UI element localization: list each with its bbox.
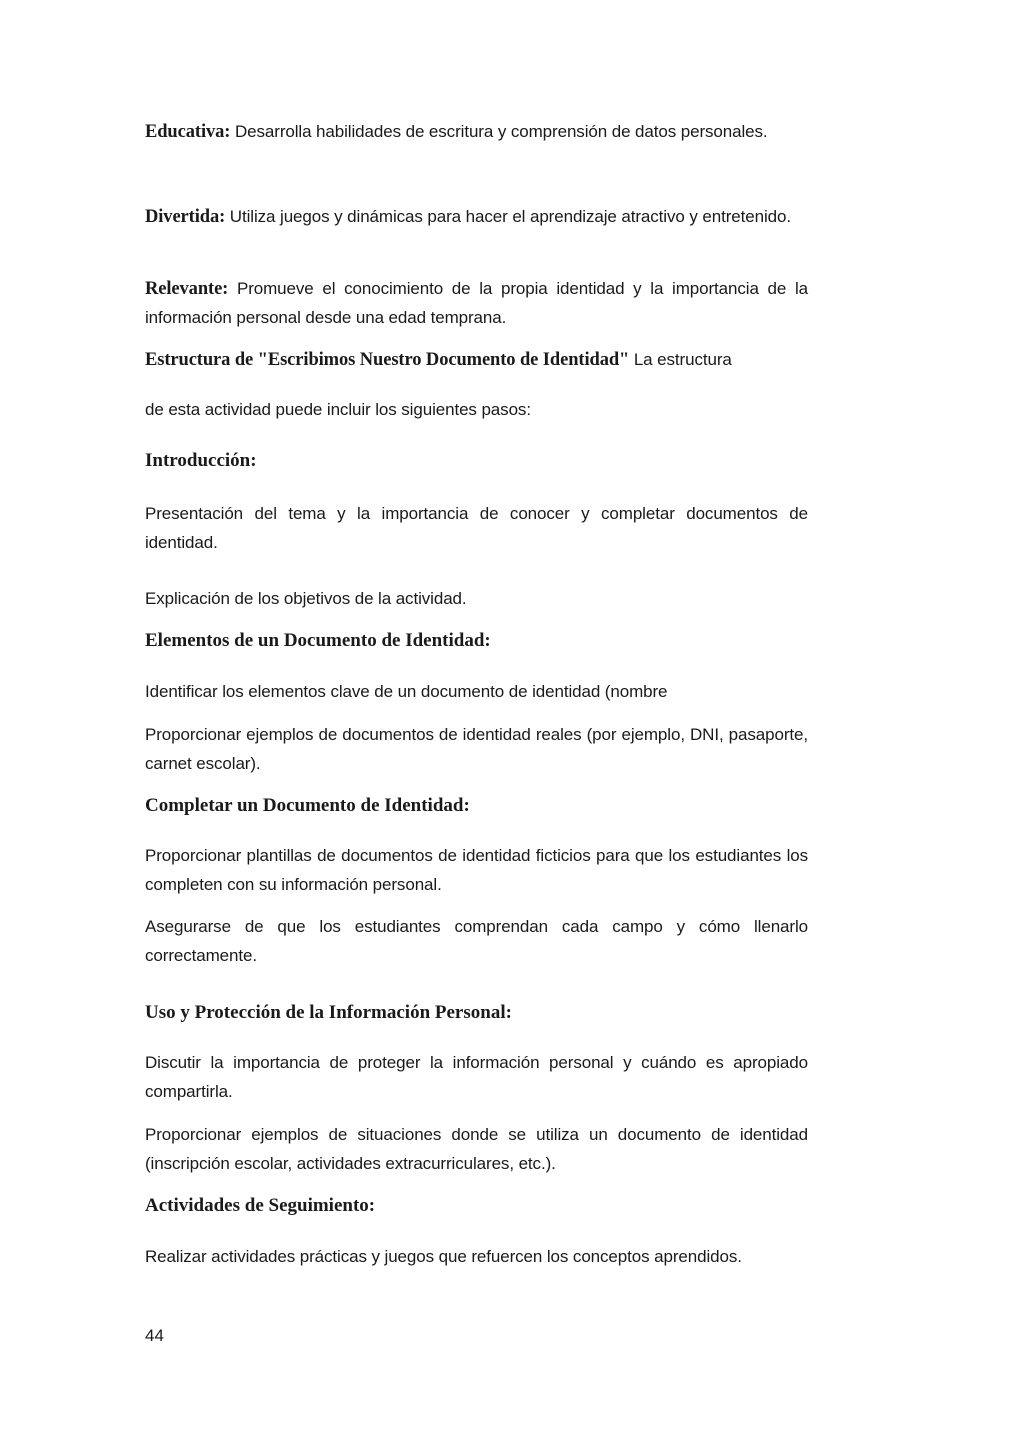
page-number: 44 (145, 1326, 164, 1345)
section-heading-seguimiento: Actividades de Seguimiento: (145, 1195, 376, 1216)
section-heading-introduccion: Introducción: (145, 450, 257, 471)
paragraph-text: La estructura (629, 350, 732, 369)
paragraph-text: Desarrolla habilidades de escritura y comprensión de datos personales. (230, 122, 768, 141)
paragraph-text: Utiliza juegos y dinámicas para hacer el aprendizaje atractivo y entretenido. (225, 207, 791, 226)
paragraph-estructura (145, 346, 808, 375)
section-item: Explicación de los objetivos de la actividad. (145, 589, 467, 608)
paragraph-educativa (145, 118, 808, 147)
paragraph-lead: Educativa: (145, 122, 231, 142)
section-item: Proporcionar ejemplos de situaciones donde se utiliza un documento de identidad (inscripción escolar, actividades extracurriculares, etc.). (145, 1125, 808, 1173)
section-item: Proporcionar plantillas de documentos de identidad ficticios para que los estudiantes los completen con su información personal. (145, 846, 808, 894)
paragraph-lead: Divertida: (145, 207, 226, 227)
section-item: Presentación del tema y la importancia de conocer y completar documentos de identidad. (145, 504, 808, 552)
paragraph-relevante (145, 275, 808, 332)
paragraph-lead: Estructura de "Escribimos Nuestro Documento de Identidad" (145, 350, 630, 370)
paragraph-lead: Relevante: (145, 279, 229, 299)
section-heading-uso-proteccion: Uso y Protección de la Información Personal: (145, 1002, 512, 1023)
section-item: Asegurarse de que los estudiantes comprendan cada campo y cómo llenarlo correctamente. (145, 917, 808, 965)
section-item: Discutir la importancia de proteger la información personal y cuándo es apropiado compartirla. (145, 1053, 808, 1101)
section-item: Identificar los elementos clave de un documento de identidad (nombre (145, 682, 668, 701)
paragraph-text: Promueve el conocimiento de la propia identidad y la importancia de la información personal desde una edad temprana. (145, 279, 808, 327)
section-item: Realizar actividades prácticas y juegos que refuercen los conceptos aprendidos. (145, 1247, 742, 1266)
section-item: Proporcionar ejemplos de documentos de identidad reales (por ejemplo, DNI, pasaporte, carnet escolar). (145, 725, 808, 773)
paragraph-divertida (145, 203, 808, 232)
section-heading-elementos: Elementos de un Documento de Identidad: (145, 630, 491, 651)
section-heading-completar: Completar un Documento de Identidad: (145, 795, 470, 816)
paragraph-estructura-continued: de esta actividad puede incluir los siguientes pasos: (145, 400, 531, 419)
